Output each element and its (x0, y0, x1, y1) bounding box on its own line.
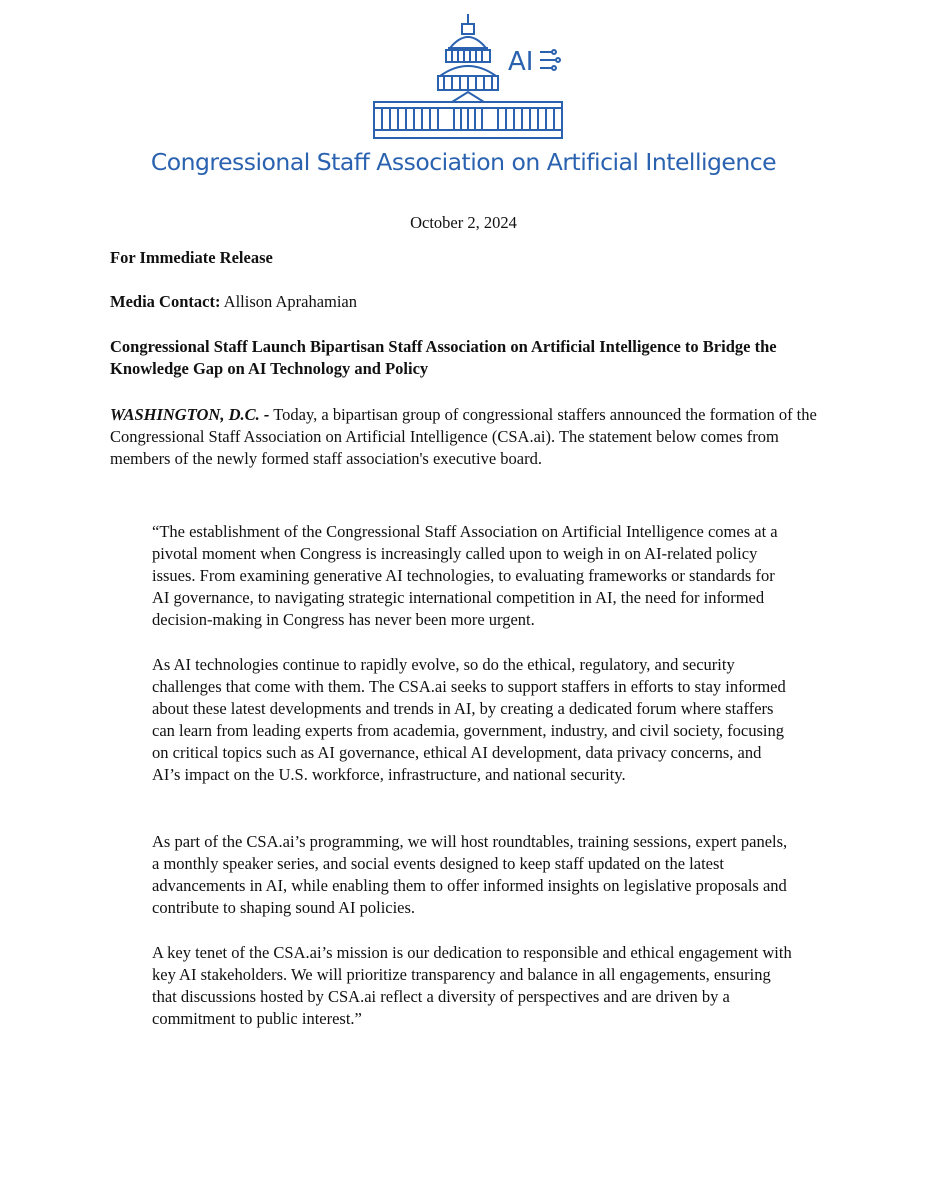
quote-paragraph: As AI technologies continue to rapidly evolve, so do the ethical, regulatory, and security challenges that come with them. The CSA.ai seeks to support staffers in efforts to stay informed about these latest developments and trends in AI, by creating a dedicated forum where staffers can learn from leading experts from academia, government, industry, and civil society, focusing on critical topics such as AI governance, ethical AI development, data privacy concerns, and AI’s impact on the U.S. workforce, infrastructure, and national security. (152, 655, 786, 784)
release-label: For Immediate Release (110, 248, 273, 267)
dateline: WASHINGTON, D.C. - (110, 405, 270, 424)
logo-ai-text: AI (508, 47, 534, 77)
quote-paragraph: “The establishment of the Congressional Staff Association on Artificial Intelligence comes at a pivotal moment when Congress is increasingly called upon to weigh in on AI-related policy issues. From examining generative AI technologies, to evaluating frameworks or standards for AI governance, to navigating strategic international competition in AI, the need for informed decision-making in Congress has never been more urgent. (152, 522, 778, 629)
quote-paragraph: As part of the CSA.ai’s programming, we will host roundtables, training sessions, expert panels, a monthly speaker series, and social events designed to keep staff updated on the latest advancements in AI, while enabling them to offer informed insights on legislative proposals and contribute to shaping sound AI policies. (152, 832, 788, 917)
headline: Congressional Staff Launch Bipartisan Staff Association on Artificial Intelligence to Bridge the Knowledge Gap on AI Technology and Policy (110, 337, 777, 378)
capitol-ai-logo (368, 12, 568, 142)
media-contact (110, 292, 357, 312)
lead-text: Today, a bipartisan group of congressional staffers announced the formation of the Congressional Staff Association on Artificial Intelligence (CSA.ai). The statement below comes from members of the newly formed staff association's executive board. (110, 405, 817, 468)
media-contact-label: Media Contact: (110, 292, 221, 311)
release-date: October 2, 2024 (410, 213, 517, 232)
media-contact-name: Allison Aprahamian (223, 292, 358, 311)
lead-paragraph (110, 404, 830, 470)
organization-name: Congressional Staff Association on Artificial Intelligence (150, 148, 777, 176)
quote-paragraph: A key tenet of the CSA.ai’s mission is our dedication to responsible and ethical engagement with key AI stakeholders. We will prioritize transparency and balance in all engagements, ensuring that discussions hosted by CSA.ai reflect a diversity of perspectives and are driven by a commitment to public interest.” (152, 943, 792, 1028)
